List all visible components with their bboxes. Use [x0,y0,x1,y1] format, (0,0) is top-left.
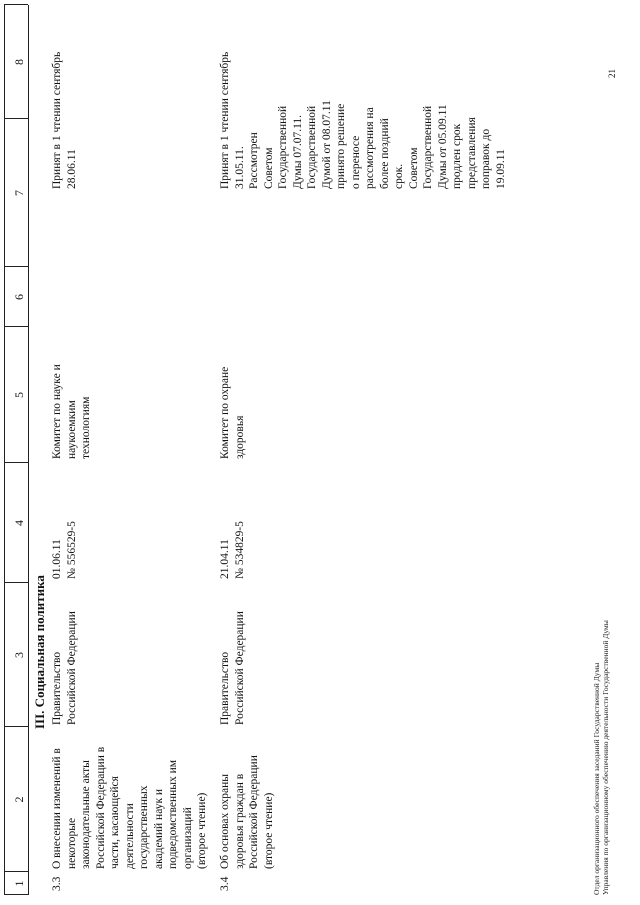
table-top-border [4,5,5,895]
status-line: Рассмотрен [248,132,260,189]
row-title-line: здоровья граждан в [233,773,246,869]
status-line: поправок до [480,128,492,189]
page-number: 21 [607,69,617,78]
initiator-line: Российской Федерации [233,611,246,725]
status-line: принято решение [335,103,347,189]
column-number-3: 3 [12,652,26,658]
row-registration [218,465,247,579]
row-title-line: организаций [181,807,194,869]
status-line: Государственной [306,105,318,189]
initiator-line: Правительство [51,651,63,725]
section-title: III. Социальная политика [32,575,47,729]
column-number-8: 8 [12,59,26,65]
row-title-line: законодательные акты [80,760,92,869]
row-number: 3.4 [219,876,231,891]
row-title-line: академий наук и [152,788,165,869]
status-line: Принят в 1 чтении сентябрь [51,51,63,189]
status-line: Думы 07.07.11. [291,114,304,189]
committee-line: Комитет по науке и [51,364,63,459]
initiator-line: Правительство [219,651,231,725]
row-title-line: О внесении изменений в [51,748,63,869]
status-line: Принят в 1 чтении сентябрь [219,51,231,189]
row-title-line: государственных [138,785,150,869]
column-number-2: 2 [12,796,26,803]
status-line: Думы от 05.09.11 [436,104,449,189]
status-line: Думой от 08.07.11 [320,100,333,189]
status-line: срок. [393,163,405,189]
column-number-6: 6 [12,294,26,300]
status-line: представления [465,117,478,189]
row-title-line: части, касающейся [109,776,121,869]
column-number-4: 4 [12,520,26,526]
status-line: 28.06.11 [65,149,78,189]
row-registration [50,465,79,579]
row-title-line: некоторые [65,817,78,869]
initiator-line: Российской Федерации [65,611,78,725]
status-line: о переносе [349,135,362,189]
row-committee [50,329,94,459]
row-title-line: деятельности [123,803,136,869]
committee-line: наукоемким [65,400,78,459]
column-number-7: 7 [12,190,26,196]
status-line: 19.09.11 [494,149,507,189]
row-title-line: (второе чтение) [196,792,208,869]
row-title-line: Об основах охраны [219,773,231,869]
registration-date: 21.04.11 [219,539,231,579]
row-title [50,729,210,869]
footer [592,375,610,895]
row-number: 3.3 [51,876,63,891]
status-line: рассмотрения на [364,107,376,189]
footer-line-2: Управления по организационному обеспечению деятельности Государственной Думы [601,620,610,895]
committee-line: здоровья [233,415,246,459]
status-line: Советом [407,147,420,189]
table-header-border [28,5,29,895]
row-status [218,9,508,189]
row-title-line: Российской Федерации в [94,746,107,869]
bill-number: № 556529-5 [65,521,78,579]
footer-line-1: Отдел организационного обеспечения заседаний Государственной Думы [592,662,601,895]
status-line: Государственной [277,105,289,189]
status-line: более поздний [378,118,391,189]
row-title [218,729,276,869]
status-line: 31.05.11. [233,146,246,189]
committee-line: технологиям [80,396,92,459]
column-number-1: 1 [12,880,26,887]
committee-line: Комитет по охране [219,366,231,459]
row-title-line: Российской Федерации [248,755,260,869]
row-status [50,9,79,189]
status-line: Государственной [422,105,434,189]
registration-date: 01.06.11 [51,539,63,579]
bill-number: № 534829-5 [233,521,246,579]
row-initiator [50,585,79,725]
row-title-line: подведомственных им [167,759,179,869]
column-number-5: 5 [12,392,26,398]
row-committee [218,329,247,459]
row-title-line: (второе чтение) [262,792,275,869]
status-line: продлен срок [451,123,463,189]
row-initiator [218,585,247,725]
status-line: Советом [262,147,275,189]
